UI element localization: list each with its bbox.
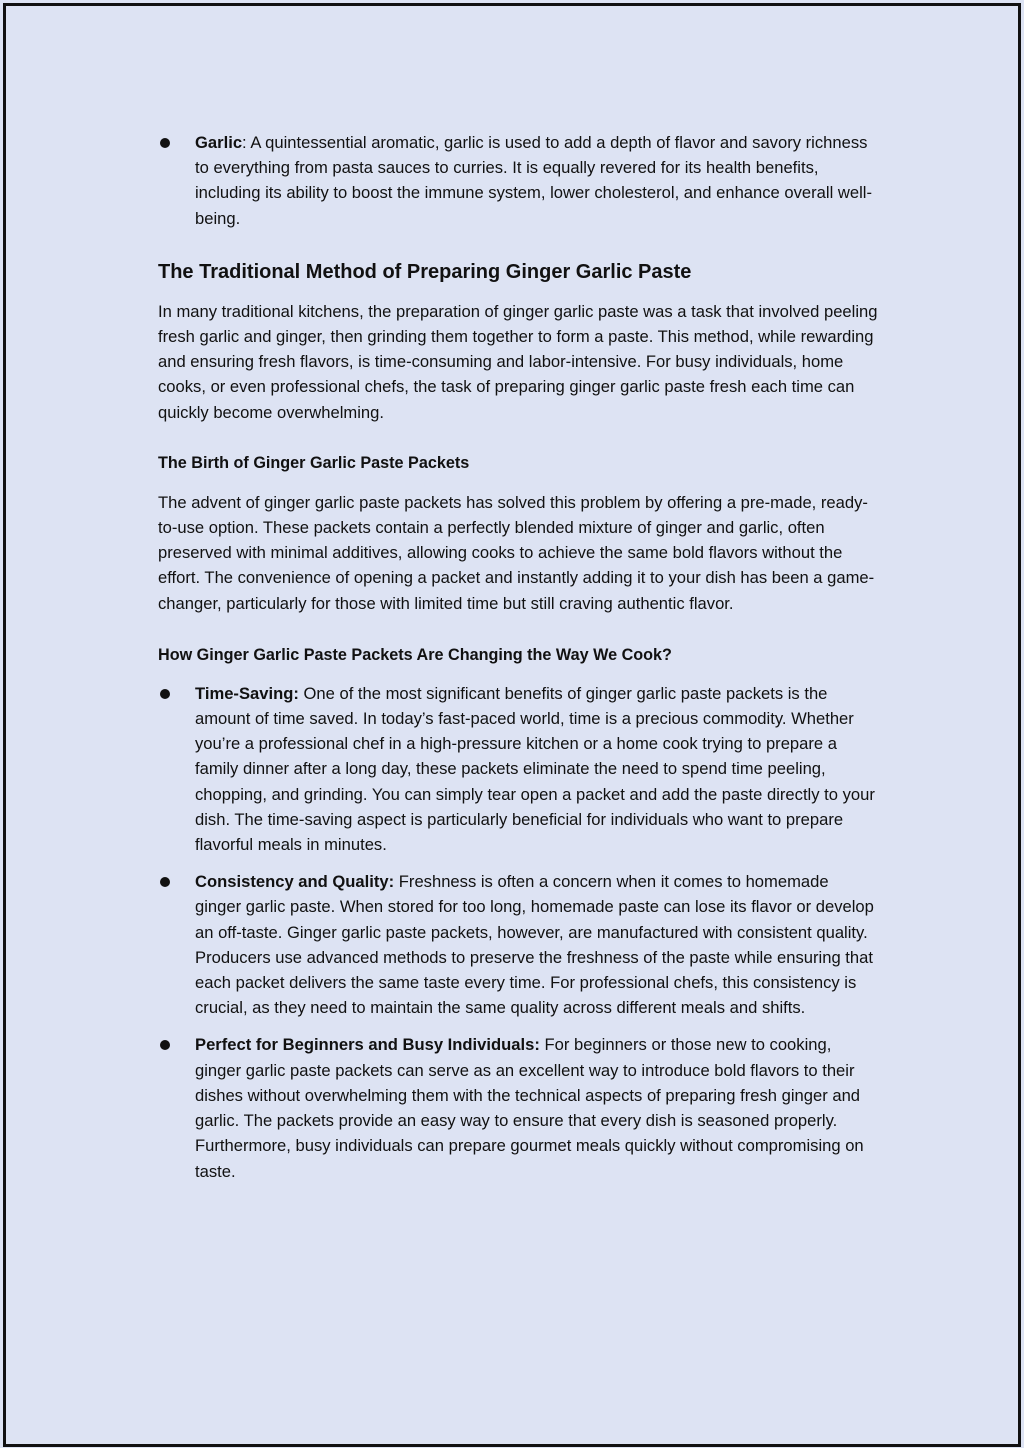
paragraph-traditional: In many traditional kitchens, the preparation of ginger garlic paste was a task that involved peeling fresh garlic and ginger, then grinding them together to form a paste. This method, while rewarding and ensuring fresh flavors, is time-consuming and labor-intensive. For busy individuals, home cooks, or even professional chefs, the task of preparing ginger garlic paste fresh each time can quickly become overwhelming.	[158, 301, 878, 422]
bullet-text: Freshness is often a concern when it comes to homemade ginger garlic paste. When stored for too long, homemade paste can lose its flavor or develop an off-taste. Ginger garlic paste packets, however, are manufactured with consistent quality. Producers use advanced methods to preserve the freshness of the paste while ensuring that each packet delivers the same taste every time. For professional chefs, this consistency is crucial, as they need to maintain the same quality across different meals and shifts.	[195, 872, 874, 1018]
bullet-dot-icon	[160, 138, 170, 148]
bullet-dot-icon	[160, 689, 170, 699]
bullet-text: For beginners or those new to cooking, ginger garlic paste packets can serve as an excellent way to introduce bold flavors to their dishes without overwhelming them with the technical aspects of preparing fresh ginger and garlic. The packets provide an easy way to ensure that every dish is seasoned properly. Furthermore, busy individuals can prepare gourmet meals quickly without compromising on taste.	[195, 1035, 864, 1181]
garlic-bullet	[158, 130, 878, 231]
bullet-term: Time-Saving:	[195, 683, 299, 703]
paragraph-birth: The advent of ginger garlic paste packets has solved this problem by offering a pre-made, ready-to-use option. These packets contain a perfectly blended mixture of ginger and garlic, often preserved with minimal additives, allowing cooks to achieve the same bold flavors without the effort. The convenience of opening a packet and instantly adding it to your dish has been a game-changer, particularly for those with limited time but still craving authentic flavor.	[158, 492, 875, 613]
bullet-text: : A quintessential aromatic, garlic is used to add a depth of flavor and savory richness to everything from pasta sauces to curries. It is equally revered for its health benefits, including its ability to boost the immune system, lower cholesterol, and enhance overall well-being.	[195, 133, 872, 228]
section-heading-changing: How Ginger Garlic Paste Packets Are Changing the Way We Cook?	[158, 645, 672, 664]
bullet-term: Garlic	[195, 133, 243, 152]
bullet-term: Consistency and Quality:	[195, 872, 395, 892]
list-item	[158, 681, 878, 857]
page-frame	[3, 3, 1021, 1447]
section-heading-traditional: The Traditional Method of Preparing Ginger Garlic Paste	[158, 260, 692, 283]
bullet-dot-icon	[160, 1040, 170, 1050]
bullet-text: One of the most significant benefits of ginger garlic paste packets is the amount of time saved. In today’s fast-paced world, time is a precious commodity. Whether you’re a professional chef in a high-pressure kitchen or a home cook trying to prepare a family dinner after a long day, these packets eliminate the need to spend time peeling, chopping, and grinding. You can simply tear open a packet and add the paste directly to your dish. The time-saving aspect is particularly beneficial for individuals who want to prepare flavorful meals in minutes.	[195, 683, 875, 855]
list-item	[158, 1032, 878, 1183]
document-content	[158, 130, 878, 1184]
list-item	[158, 869, 878, 1020]
bullet-dot-icon	[160, 877, 170, 887]
bullet-term: Perfect for Beginners and Busy Individuals:	[195, 1035, 540, 1055]
section-heading-birth: The Birth of Ginger Garlic Paste Packets	[158, 453, 470, 472]
